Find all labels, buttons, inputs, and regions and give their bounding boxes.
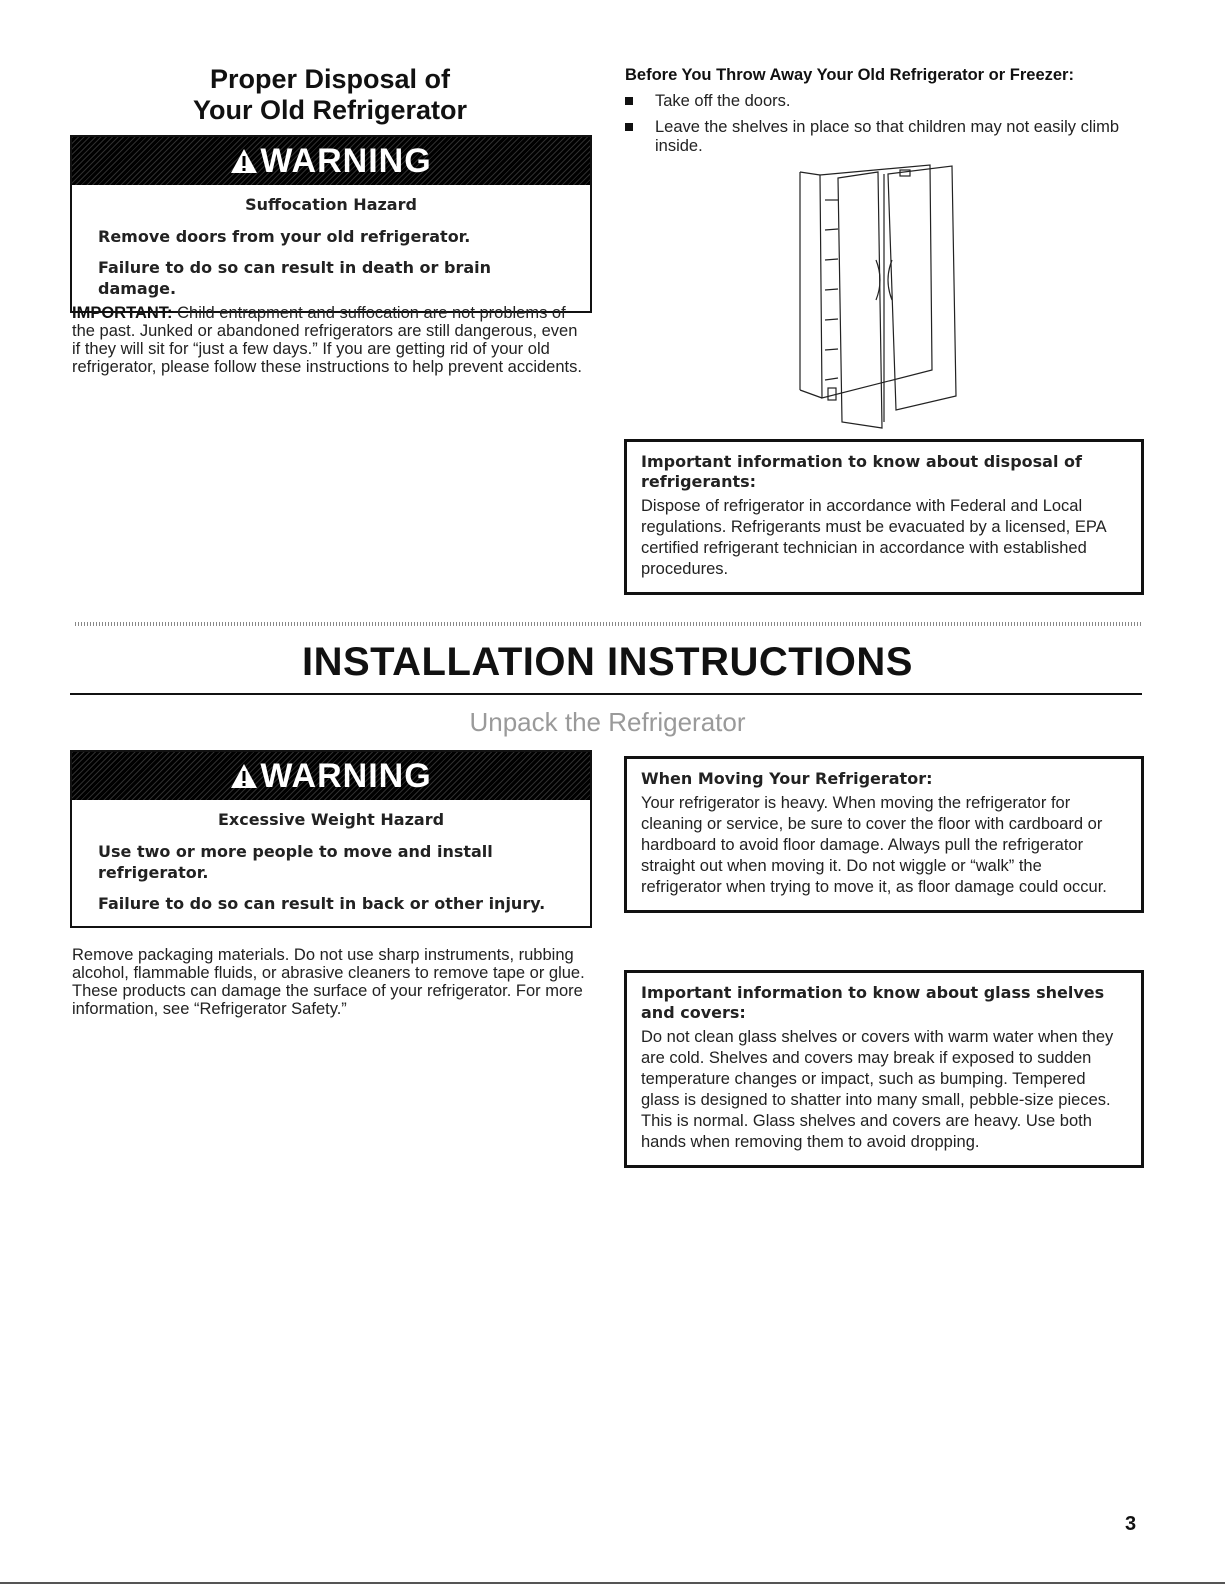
important-paragraph xyxy=(72,304,587,376)
disposal-title-line1: Proper Disposal of xyxy=(209,64,451,94)
page-bottom-edge xyxy=(0,1582,1225,1584)
before-throw-heading: Before You Throw Away Your Old Refrigerator or Freezer: xyxy=(625,66,1074,84)
hazard-title: Excessive Weight Hazard xyxy=(217,810,445,829)
glass-info-body: Do not clean glass shelves or covers with warm water when they are cold. Shelves and covers may break if exposed to sudden temperature changes or impact, such as bumping. Tempered glass is designed to shatter into many small, pebble-size pieces. This is normal. Glass shelves and covers are heavy. Use both hands when removing them to avoid dropping. xyxy=(641,1028,1114,1151)
weight-warning-box xyxy=(70,750,592,928)
section-divider xyxy=(75,622,1143,626)
warning-consequence: Failure to do so can result in back or other injury. xyxy=(98,894,546,913)
important-label: IMPORTANT: xyxy=(72,304,173,322)
warning-triangle-icon xyxy=(230,147,258,175)
warning-word: WARNING xyxy=(260,756,432,795)
refrigerants-info-heading: Important information to know about disposal of refrigerants: xyxy=(641,452,1082,491)
list-item-text: Take off the doors. xyxy=(655,92,791,110)
warning-triangle-icon xyxy=(230,762,258,790)
suffocation-warning-box xyxy=(70,135,592,313)
warning-instruction: Use two or more people to move and install refrigerator. xyxy=(98,842,493,882)
moving-info-heading: When Moving Your Refrigerator: xyxy=(641,769,933,788)
moving-info-box xyxy=(624,756,1144,913)
moving-info-body: Your refrigerator is heavy. When moving the refrigerator for cleaning or service, be sure to cover the floor with cardboard or hardboard to avoid floor damage. Always pull the refrigerator straight out when moving it. Do not wiggle or “walk” the refrigerator when trying to move it, as floor damage could occur. xyxy=(641,794,1107,896)
glass-shelves-info-box xyxy=(624,970,1144,1168)
refrigerants-info-body: Dispose of refrigerator in accordance with Federal and Local regulations. Refrigerants must be evacuated by a licensed, EPA certified refrigerant technician in accordance with established procedures. xyxy=(641,497,1106,578)
warning-banner xyxy=(72,137,590,185)
title-underline xyxy=(70,693,1142,695)
page-number: 3 xyxy=(1125,1513,1137,1535)
before-throw-list xyxy=(625,92,1145,163)
warning-instruction: Remove doors from your old refrigerator. xyxy=(98,227,471,246)
installation-title: INSTALLATION INSTRUCTIONS xyxy=(302,640,913,684)
list-item xyxy=(625,118,1145,156)
refrigerants-info-box xyxy=(624,439,1144,595)
remove-packaging-paragraph: Remove packaging materials. Do not use sharp instruments, rubbing alcohol, flammable fluids, or abrasive cleaners to remove tape or glue. These products can damage the surface of your refrigerator. For more information, see “Refrigerator Safety.” xyxy=(72,946,585,1018)
warning-word: WARNING xyxy=(260,141,432,180)
disposal-title xyxy=(70,64,590,126)
warning-banner xyxy=(72,752,590,800)
bullet-square-icon xyxy=(625,97,633,105)
bullet-square-icon xyxy=(625,123,633,131)
glass-info-heading: Important information to know about glass shelves and covers: xyxy=(641,983,1105,1022)
warning-consequence: Failure to do so can result in death or brain damage. xyxy=(98,258,491,298)
disposal-title-line2: Your Old Refrigerator xyxy=(192,95,468,125)
important-text: Child entrapment and suffocation are not problems of the past. Junked or abandoned refrigerators are still dangerous, even if they will sit for “just a few days.” If you are getting rid of your old refrigerator, please follow these instructions to help prevent accidents. xyxy=(72,304,582,376)
refrigerator-illustration xyxy=(780,160,970,430)
list-item xyxy=(625,92,1145,111)
unpack-subtitle: Unpack the Refrigerator xyxy=(469,707,746,737)
list-item-text: Leave the shelves in place so that children may not easily climb inside. xyxy=(655,118,1120,155)
hazard-title: Suffocation Hazard xyxy=(245,195,417,214)
